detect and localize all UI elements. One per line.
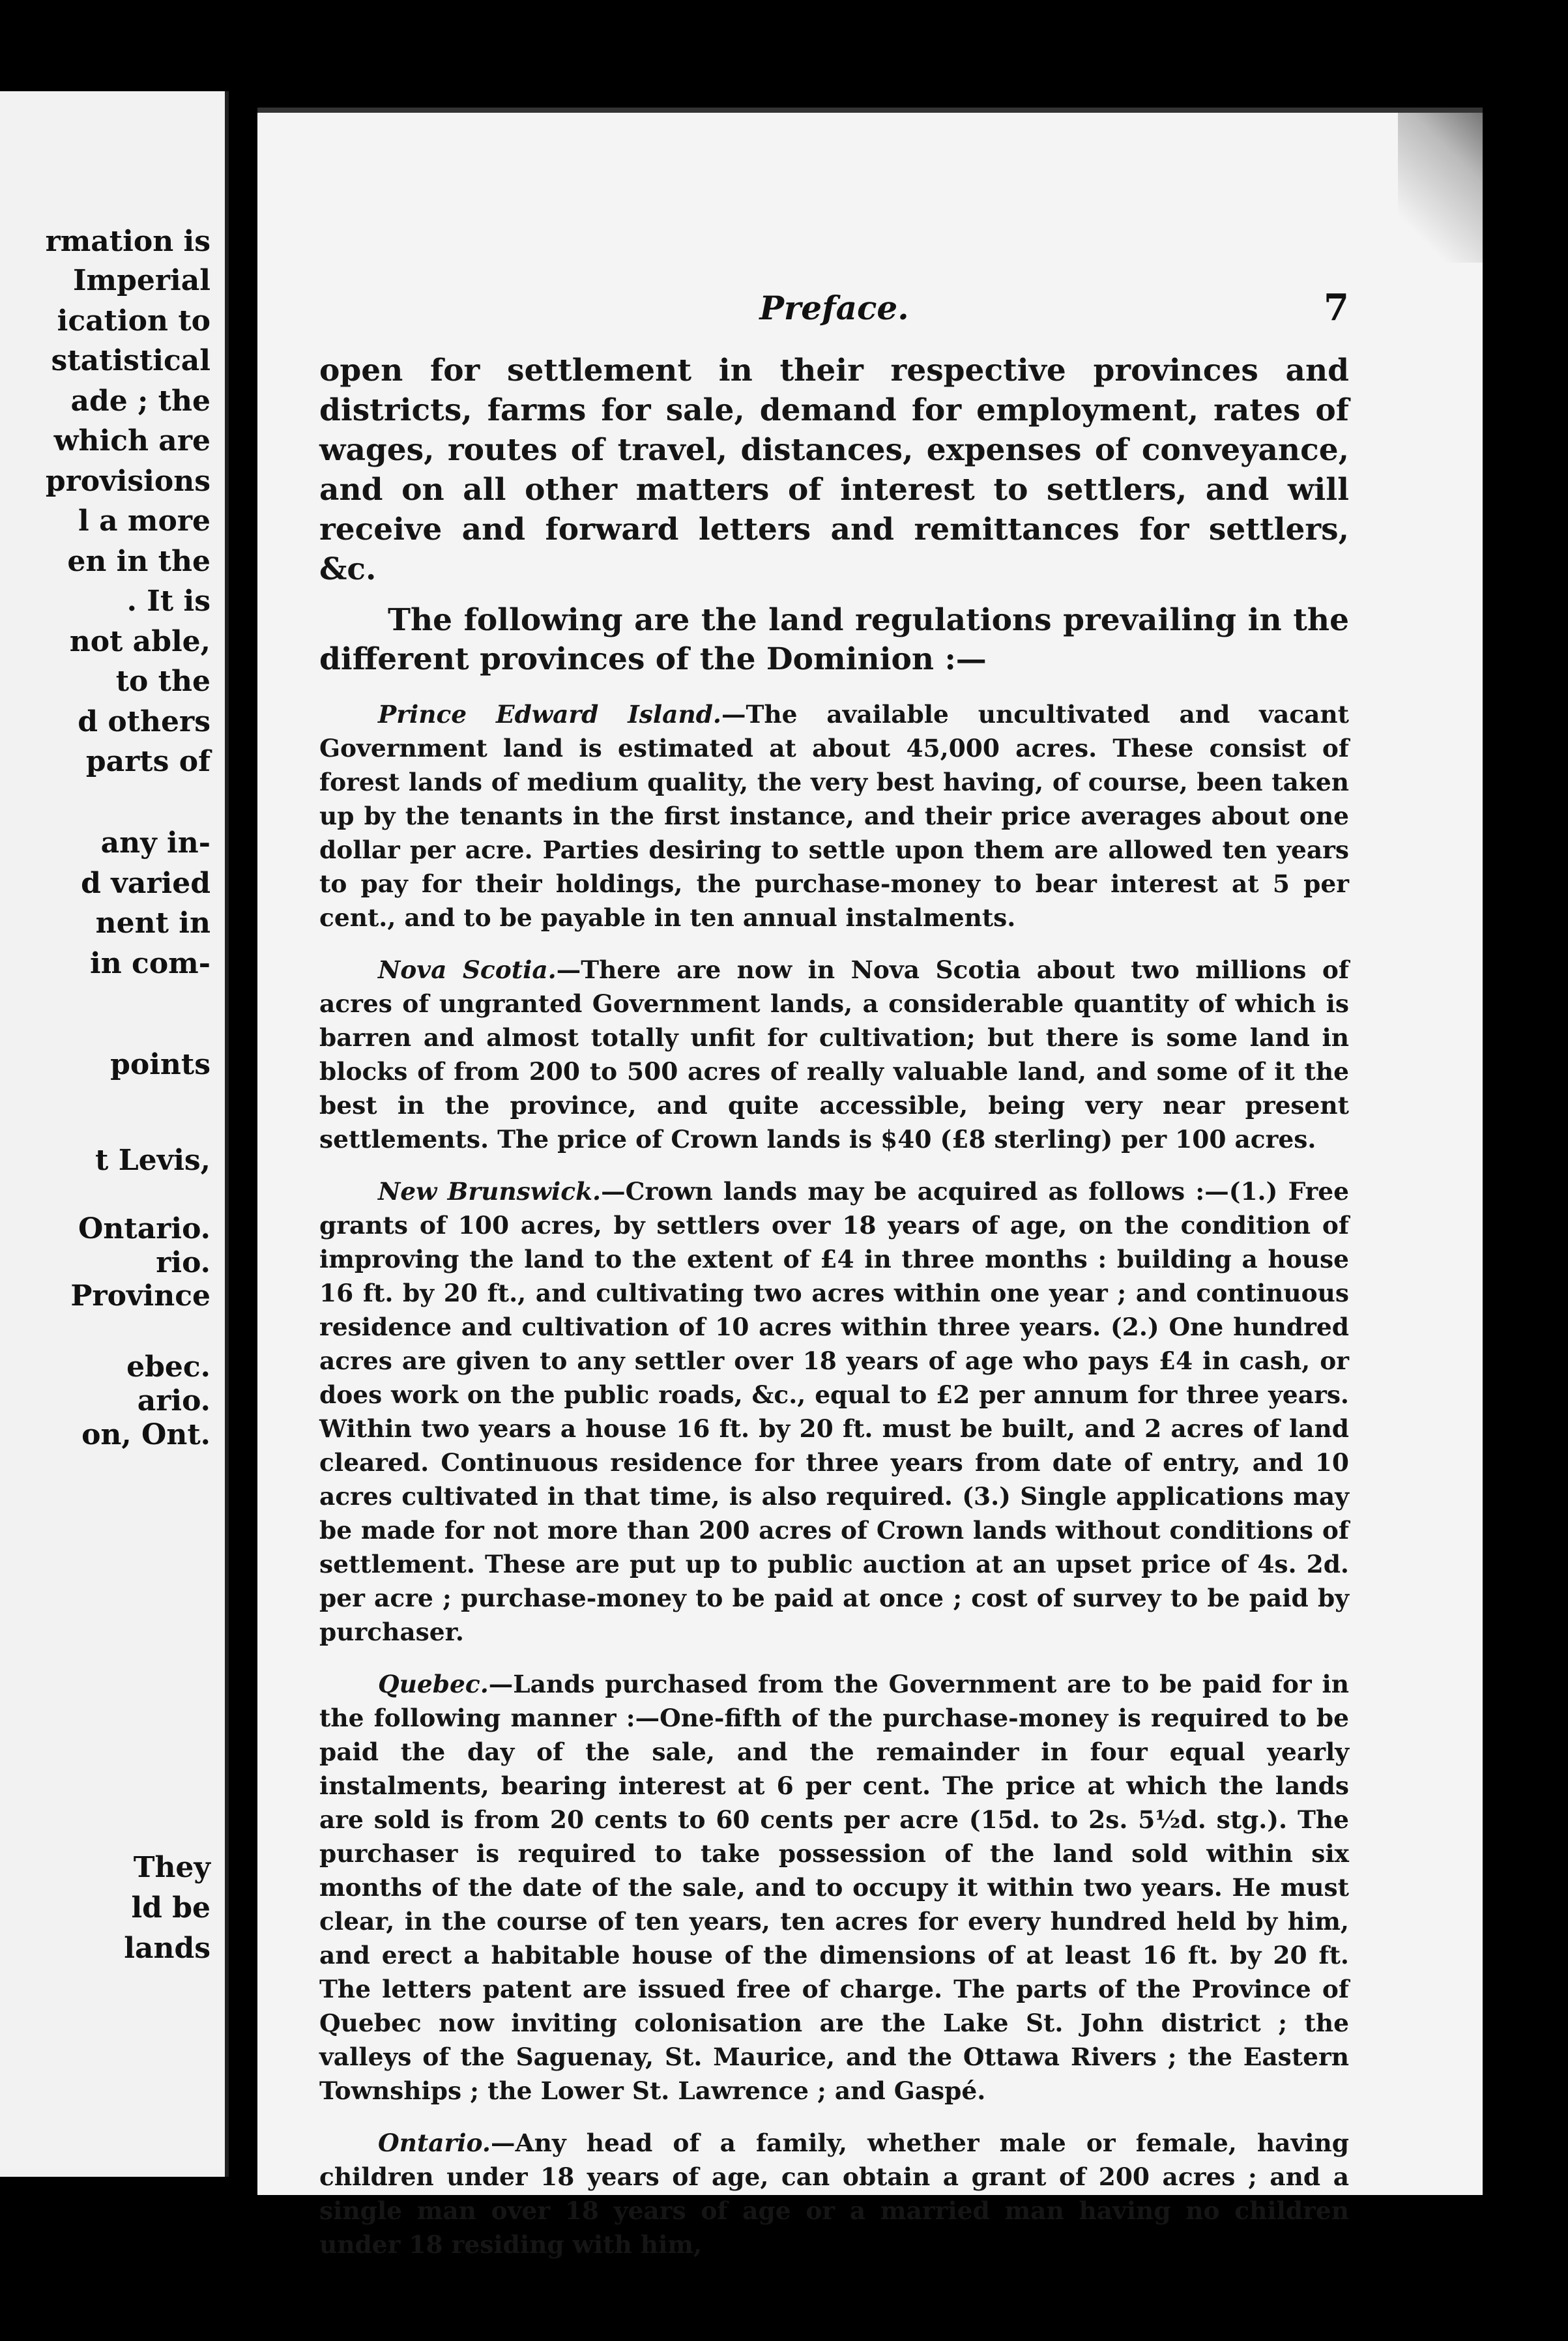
left-page-line: any in-	[100, 826, 211, 860]
left-page-line: ario.	[137, 1384, 211, 1418]
paragraph-intro: open for settlement in their respective provinces and districts, farms for sale, demand for employment, rates of wages, routes of travel, distances, expenses of conveyance, and on all other matters of interest to settlers, and will receive and forward letters and remittances for settlers, &c.	[319, 353, 1349, 587]
left-page-line: lands	[124, 1932, 211, 1965]
paragraph-quebec	[319, 1667, 1349, 2108]
left-page-line: parts of	[85, 745, 211, 778]
left-page-line: . It is	[126, 585, 211, 618]
region-heading: Quebec.	[378, 1670, 489, 1698]
left-page-line: ld be	[131, 1891, 211, 1925]
left-page-line: ade ; the	[70, 385, 211, 418]
left-page-line: d others	[78, 705, 211, 738]
paragraph-text: —Crown lands may be acquired as follows :—(1.) Free grants of 100 acres, by settlers over 18 years of age, on the condition of improving the land to the extent of £4 in three months : building a house 16 ft. by 20 ft., and cultivating two acres within one year ; and continuous residence and cultivation of 10 acres within three years. (2.) One hundred acres are given to any settler over 18 years of age who pays £4 in cash, or does work on the public roads, &c., equal to £2 per annum for three years. Within two years a house 16 ft. by 20 ft. must be built, and 2 acres of land cleared. Continuous residence for three years from date of entry, and 10 acres cultivated in that time, is also required. (3.) Single applications may be made for not more than 200 acres of Crown lands without conditions of settlement. These are put up to public auction at an upset price of 4s. 2d. per acre ; purchase-money to be paid at once ; cost of survey to be paid by purchaser.	[319, 1177, 1350, 1646]
left-page-line: provisions	[45, 465, 211, 498]
left-page-line: ebec.	[126, 1350, 211, 1384]
left-page-line: t Levis,	[95, 1144, 211, 1177]
left-page-line: statistical	[51, 344, 211, 377]
left-page-line: points	[110, 1048, 211, 1081]
paragraph-regulations: The following are the land regulations prevailing in the different provinces of the Dominion :—	[319, 602, 1349, 677]
paragraph-prince-edward-island	[319, 697, 1349, 935]
left-page-line: rio.	[156, 1246, 211, 1279]
page-header	[319, 286, 1349, 334]
region-heading: Prince Edward Island.	[378, 700, 721, 729]
paragraph-nova-scotia	[319, 953, 1349, 1156]
left-page-line: Ontario.	[78, 1212, 211, 1245]
left-page-line: ication to	[57, 304, 211, 338]
left-facing-page	[0, 91, 229, 2177]
left-page-line: not able,	[69, 625, 211, 658]
left-page-line: to the	[115, 665, 211, 698]
paragraph-text: —There are now in Nova Scotia about two millions of acres of ungranted Government lands, a considerable quantity of which is barren and almost totally unfit for cultivation; but there is some land in blocks of from 200 to 500 acres of really valuable land, and some of it the best in the province, and quite accessible, being very near present settlements. The price of Crown lands is $40 (£8 sterling) per 100 acres.	[319, 955, 1349, 1154]
left-page-line: en in the	[67, 545, 211, 578]
left-page-line: rmation is	[45, 225, 211, 258]
paragraph-text: —The available uncultivated and vacant Government land is estimated at about 45,000 acres. These consist of forest lands of medium quality, the very best having, of course, been taken up by the tenants in the first instance, and their price averages about one dollar per acre. Parties desiring to settle upon them are allowed ten years to pay for their holdings, the purchase-money to bear interest at 5 per cent., and to be payable in ten annual instalments.	[319, 700, 1349, 932]
page-number: 7	[1324, 286, 1349, 329]
paragraph-new-brunswick	[319, 1174, 1349, 1649]
main-page	[257, 108, 1483, 2259]
left-page-line: Imperial	[72, 264, 211, 297]
left-page-line: on, Ont.	[81, 1418, 211, 1451]
paragraph-text: —Any head of a family, whether male or female, having children under 18 years of age, can obtain a grant of 200 acres ; and a single man over 18 years of age or a married man having no children under 18 residing with him,	[319, 2129, 1349, 2259]
left-page-line: which are	[53, 424, 211, 458]
paragraph-text: —Lands purchased from the Government are to be paid for in the following manner :—One-fifth of the purchase-money is required to be paid the day of the sale, and the remainder in four equal yearly instalments, bearing interest at 6 per cent. The price at which the lands are sold is from 20 cents to 60 cents per acre (15d. to 2s. 5½d. stg.). The purchaser is required to take possession of the land sold within six months of the date of the sale, and to occupy it within two years. He must clear, in the course of ten years, ten acres for every hundred held by him, and erect a habitable house of the dimensions of at least 16 ft. by 20 ft. The letters patent are issued free of charge. The parts of the Province of Quebec now inviting colonisation are the Lake St. John district ; the valleys of the Saguenay, St. Maurice, and the Ottawa Rivers ; the Eastern Townships ; the Lower St. Lawrence ; and Gaspé.	[319, 1670, 1349, 2105]
left-page-line: nent in	[95, 907, 211, 940]
region-heading: Nova Scotia.	[378, 955, 557, 984]
left-page-line: d varied	[81, 867, 211, 900]
left-page-line: in com-	[90, 947, 211, 980]
left-page-line: Province	[70, 1279, 211, 1313]
region-heading: Ontario.	[378, 2129, 491, 2157]
running-title: Preface.	[759, 289, 909, 327]
page-corner-shadow	[1398, 113, 1483, 263]
body-text	[319, 351, 1349, 2261]
left-page-line: l a more	[78, 504, 211, 538]
paragraph-ontario	[319, 2126, 1349, 2261]
region-heading: New Brunswick.	[378, 1177, 602, 1206]
left-page-line: They	[133, 1851, 211, 1884]
